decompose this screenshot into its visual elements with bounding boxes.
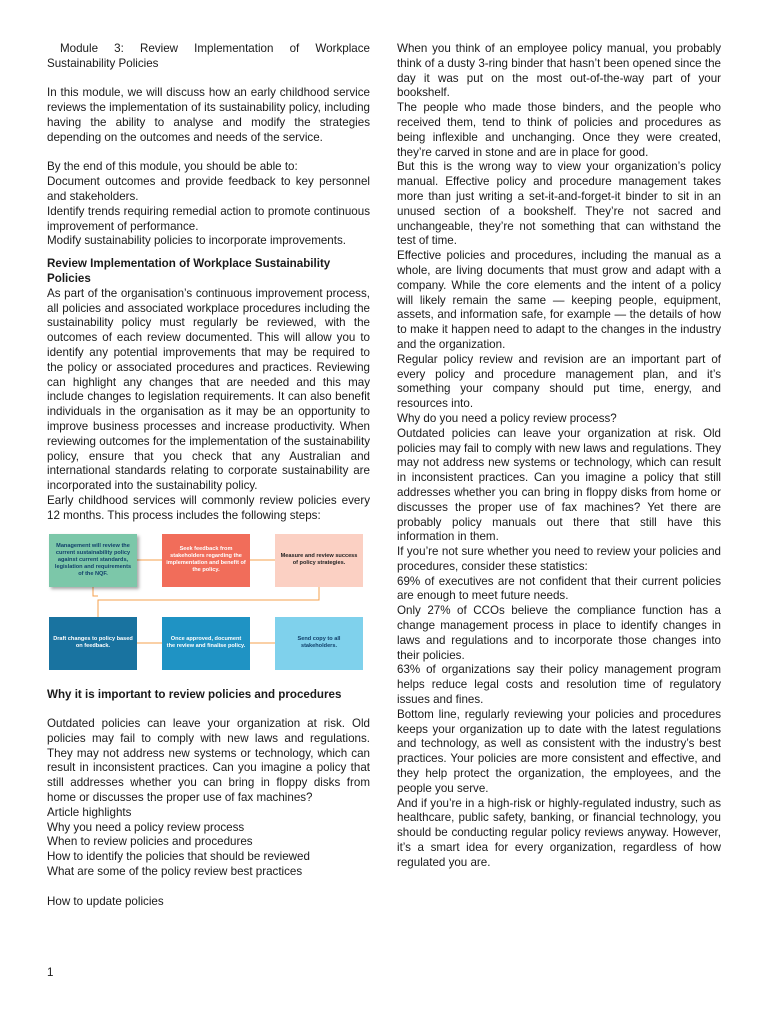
- module-title: Module 3: Review Implementation of Workplace Sustainability Policies: [47, 42, 370, 70]
- highlights-title: Article highlights: [47, 805, 132, 819]
- update-policies-line: How to update policies: [47, 894, 164, 908]
- right-paragraph: Outdated policies can leave your organization at risk. Old policies may fail to comply with new laws and regulations. They may not address new systems or technology, which can result in inconsistent practices. Can you imagine a policy that still addresses whether you can bring in floppy disks from home or discusses the proper use of fax machines? Yet there are probably policy manuals out there that still have this information in them.: [397, 426, 721, 544]
- right-paragraph: Regular policy review and revision are an important part of every policy and procedure management plan, and it’s something your company should put time, energy, and resources into.: [397, 352, 721, 411]
- highlight-item: When to review policies and procedures: [47, 835, 253, 849]
- intro-paragraph: In this module, we will discuss how an early childhood service reviews the implementation of its sustainability policy, including having the ability to analyse and modify the strategies depending on the outcomes and needs of the service.: [47, 86, 370, 144]
- flow-step-3: Measure and review success of policy strategies.: [275, 534, 363, 587]
- right-paragraph: And if you’re in a high-risk or highly-regulated industry, such as healthcare, public safety, banking, or financial technology, you should be conducting regular policy reviews anyway. However, it’s a smart idea for every organization, regardless of how regulated you are.: [397, 796, 721, 869]
- highlight-item: How to identify the policies that should be reviewed: [47, 850, 310, 864]
- highlight-item: What are some of the policy review best practices: [47, 865, 303, 879]
- flow-step-4: Draft changes to policy based on feedback.: [49, 617, 137, 670]
- review-body: As part of the organisation’s continuous improvement process, all policies and associated workplace procedures including the sustainability policy must regularly be reviewed, with the outcomes of each review documented. This will allow you to identify any potential improvements that may be required to the policy or associated procedures and practices. Reviewing can highlight any changes that are needed and this may include changes to legislation requirements. It can also benefit individuals in the organisation as it may be an opportunity to improve business processes and increase productivity. When reviewing outcomes for the implementation of the sustainability policy, ensure that you check that any Australian and international standards relating to corporate sustainability are incorporated into the sustainability policy.: [47, 286, 370, 493]
- right-column: [397, 42, 721, 871]
- section-heading-review: Review Implementation of Workplace Sustainability Policies: [47, 257, 331, 285]
- section-heading-why: Why it is important to review policies and procedures: [47, 687, 342, 701]
- flow-step-6: Send copy to all stakeholders.: [275, 617, 363, 670]
- right-paragraph: If you’re not sure whether you need to review your policies and procedures, consider these statistics:: [397, 545, 721, 573]
- right-paragraph: Effective policies and procedures, including the manual as a whole, are living documents that must grow and adapt with a company. While the core elements and the intent of a policy will likely remain the same — keeping people, equipment, assets, and information safe, for example — the details of how to make it happen need to adapt to the changes in the industry and the organization.: [397, 249, 721, 351]
- objective-item: Identify trends requiring remedial action to promote continuous improvement of performance.: [47, 204, 370, 233]
- right-statistic: 69% of executives are not confident that their current policies are enough to meet future needs.: [397, 574, 721, 603]
- flow-step-5: Once approved, document the review and finalise policy.: [162, 617, 250, 670]
- right-paragraph: The people who made those binders, and the people who received them, tend to think of policies and procedures as being inflexible and unchanging. Once they were created, they’re carved in stone and are in place for good.: [397, 101, 721, 159]
- review-note: Early childhood services will commonly review policies every 12 months. This process includes the following steps:: [47, 493, 370, 522]
- objectives-lead: By the end of this module, you should be able to:: [47, 160, 298, 174]
- process-flow-diagram: [47, 534, 370, 672]
- right-paragraph: But this is the wrong way to view your organization’s policy manual. Effective policy and procedure management takes more than just writing a set-it-and-forget-it binder to sit in an unused section of a bookshelf. They’re not sacred and unchangeable, they’re not something that can withstand the test of time.: [397, 160, 721, 248]
- right-paragraph: When you think of an employee policy manual, you probably think of a dusty 3-ring binder that hasn’t been opened since the day it was put on the most out-of-the-way part of your bookshelf.: [397, 42, 721, 100]
- flow-step-2: Seek feedback from stakeholders regarding the implementation and benefit of the policy.: [162, 534, 250, 587]
- flow-step-1: Management will review the current sustainability policy against current standards, legislation and requirements of the NQF.: [49, 534, 137, 587]
- right-paragraph: Bottom line, regularly reviewing your policies and procedures keeps your organization up to date with the latest regulations and technology, as well as consistent with the industry’s best practices. Your policies are more consistent and effective, and they help protect the organization, the employees, and the people you serve.: [397, 707, 721, 795]
- right-subheading: Why do you need a policy review process?: [397, 411, 617, 425]
- right-statistic: 63% of organizations say their policy management program helps reduce legal costs and resolution time of regulatory issues and fines.: [397, 663, 721, 707]
- left-column: [47, 42, 370, 909]
- objective-item: Document outcomes and provide feedback to key personnel and stakeholders.: [47, 175, 370, 203]
- right-statistic: Only 27% of CCOs believe the compliance function has a change management process in place to identify changes in laws and regulations and to incorporate those changes into their policies.: [397, 604, 721, 662]
- objective-item: Modify sustainability policies to incorporate improvements.: [47, 234, 346, 248]
- page-number: 1: [47, 966, 54, 979]
- why-body: Outdated policies can leave your organization at risk. Old policies may fail to comply with new laws and regulations. They may not address new systems or technology, which can result in inconsistent practices. Can you imagine a policy that still addresses whether you can bring in floppy disks from home or discusses the proper use of fax machines?: [47, 717, 370, 805]
- highlight-item: Why you need a policy review process: [47, 820, 245, 834]
